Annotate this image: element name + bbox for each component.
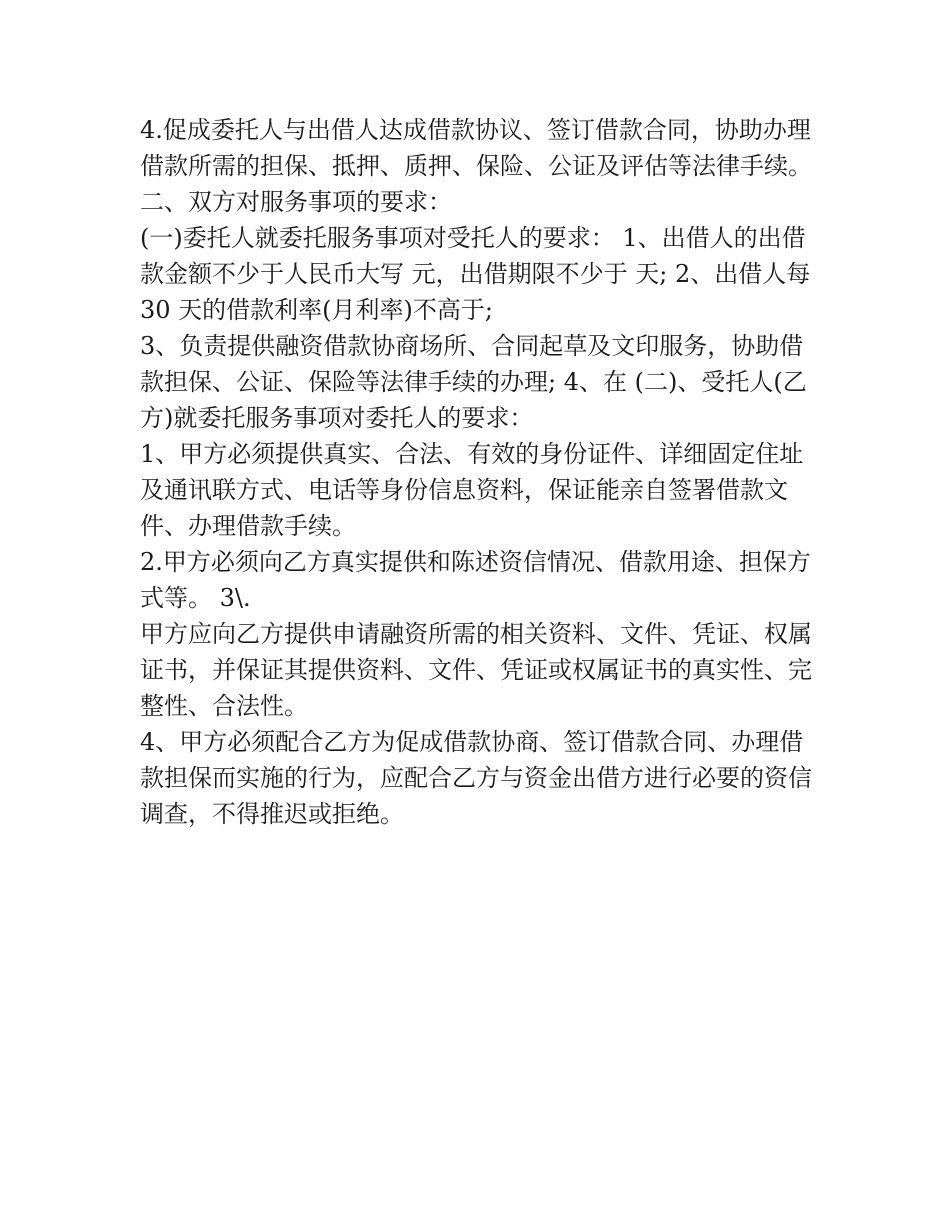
paragraph-2: (一)委托人就委托服务事项对受托人的要求： 1、出借人的出借款金额不少于人民币大写 元，出借期限不少于 天; 2、出借人每 30 天的借款利率(月利率)不高于;	[140, 224, 811, 324]
paragraph-6: 甲方应向乙方提供申请融资所需的相关资料、文件、凭证、权属证书，并保证其提供资料、文件、凭证或权属证书的真实性、完整性、合法性。	[140, 620, 812, 720]
paragraph-7: 4、甲方必须配合乙方为促成借款协商、签订借款合同、办理借款担保而实施的行为，应配合乙方与资金出借方进行必要的资信调查，不得推迟或拒绝。	[140, 728, 812, 828]
paragraph-1: 4.促成委托人与出借人达成借款协议、签订借款合同，协助办理借款所需的担保、抵押、质押、保险、公证及评估等法律手续。 二、双方对服务事项的要求：	[140, 116, 812, 216]
paragraph-4: 1、甲方必须提供真实、合法、有效的身份证件、详细固定住址及通讯联方式、电话等身份信息资料，保证能亲自签署借款文件、办理借款手续。	[140, 440, 804, 540]
paragraph-5: 2.甲方必须向乙方真实提供和陈述资信情况、借款用途、担保方式等。 3\.	[140, 548, 811, 612]
document-body	[140, 112, 820, 832]
paragraph-3: 3、负责提供融资借款协商场所、合同起草及文印服务，协助借款担保、公证、保险等法律手续的办理; 4、在 (二)、受托人(乙方)就委托服务事项对委托人的要求：	[140, 332, 807, 432]
